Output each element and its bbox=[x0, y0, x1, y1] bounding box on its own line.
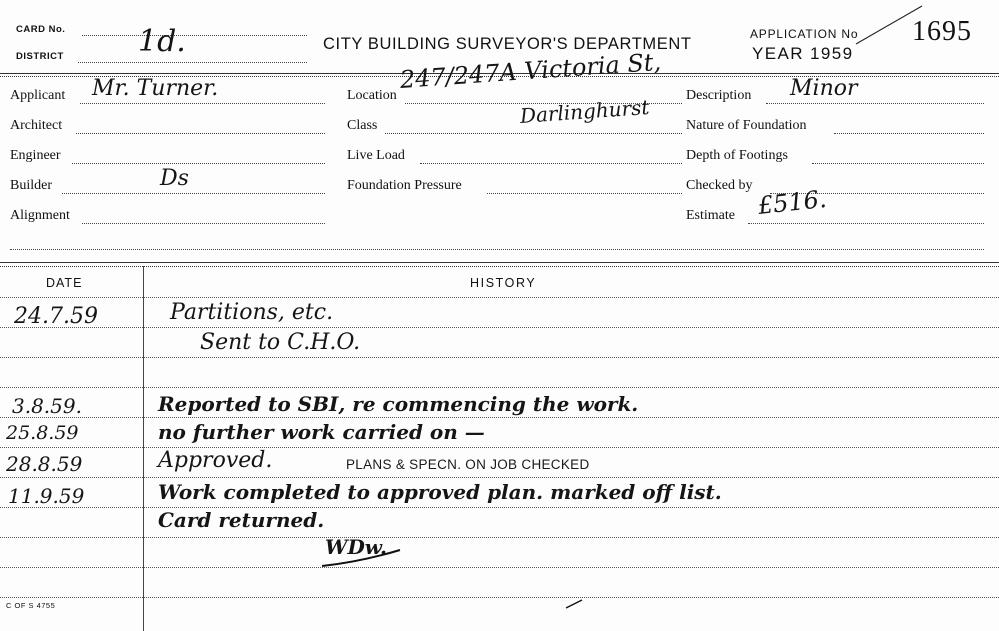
location-value-line2: Darlinghurst bbox=[519, 94, 651, 128]
entry-text: Reported to SBI, re commencing the work. bbox=[158, 392, 639, 416]
entry-text: Sent to C.H.O. bbox=[200, 330, 361, 355]
entry-text: no further work carried on — bbox=[158, 420, 485, 444]
entry-date: 28.8.59 bbox=[6, 452, 83, 476]
district-value: 1d. bbox=[138, 24, 186, 59]
officer-initials: WDw. bbox=[325, 535, 387, 559]
estimate-label: Estimate bbox=[686, 208, 735, 223]
plans-checked-stamp: PLANS & SPECN. ON JOB CHECKED bbox=[346, 457, 590, 472]
applicant-label: Applicant bbox=[10, 88, 66, 103]
entry-text: Partitions, etc. bbox=[170, 300, 334, 325]
architect-label: Architect bbox=[10, 118, 63, 133]
location-label: Location bbox=[347, 88, 397, 103]
nature-of-foundation-label: Nature of Foundation bbox=[686, 118, 807, 133]
engineer-label: Engineer bbox=[10, 148, 61, 163]
builder-value: Ds bbox=[160, 166, 189, 191]
applicant-value: Mr. Turner. bbox=[92, 76, 219, 101]
entry-text: Work completed to approved plan. marked off list. bbox=[158, 480, 722, 504]
history-column-header: HISTORY bbox=[470, 276, 537, 290]
description-label: Description bbox=[686, 88, 752, 103]
year-label: YEAR 1959 bbox=[752, 44, 854, 63]
description-value: Minor bbox=[790, 76, 858, 101]
date-column-header: DATE bbox=[46, 276, 83, 290]
district-label: DISTRICT bbox=[16, 51, 64, 62]
depth-of-footings-label: Depth of Footings bbox=[686, 148, 788, 163]
entry-date: 25.8.59 bbox=[6, 422, 79, 444]
department-title: CITY BUILDING SURVEYOR'S DEPARTMENT bbox=[323, 35, 692, 53]
class-label: Class bbox=[347, 118, 378, 133]
entry-date: 3.8.59. bbox=[12, 394, 82, 418]
entry-text: Approved. bbox=[158, 448, 273, 473]
application-no-value: 1695 bbox=[912, 16, 972, 47]
entry-date: 11.9.59 bbox=[8, 484, 85, 508]
entry-text: Card returned. bbox=[158, 508, 325, 532]
live-load-label: Live Load bbox=[347, 148, 405, 163]
card-no-label: CARD No. bbox=[16, 24, 66, 35]
entry-date: 24.7.59 bbox=[14, 304, 98, 329]
foundation-pressure-label: Foundation Pressure bbox=[347, 178, 462, 193]
builder-label: Builder bbox=[10, 178, 52, 193]
estimate-value: £516. bbox=[756, 184, 828, 220]
alignment-label: Alignment bbox=[10, 208, 70, 223]
checked-by-label: Checked by bbox=[686, 178, 753, 193]
form-code: C OF S 4755 bbox=[6, 601, 56, 610]
application-no-label: APPLICATION No bbox=[750, 27, 859, 41]
location-value: 247/247A Victoria St, bbox=[399, 47, 662, 94]
